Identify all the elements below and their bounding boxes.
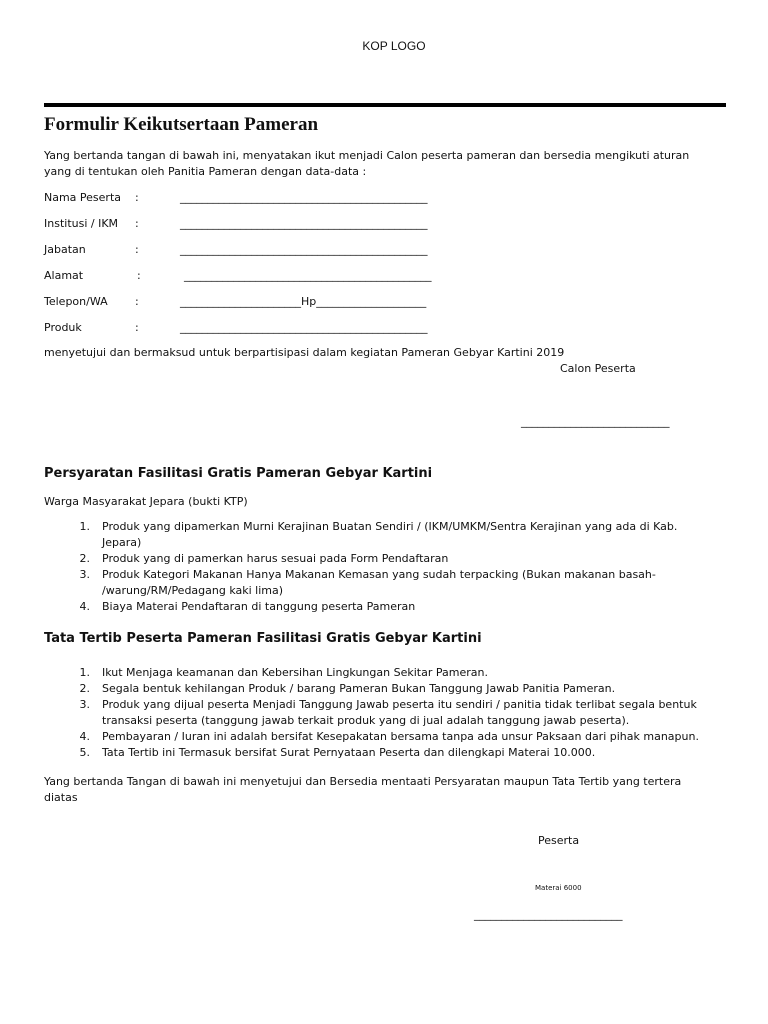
header-divider: [44, 103, 726, 107]
field-colon: :: [135, 217, 139, 230]
list-text: Produk Kategori Makanan Hanya Makanan Kemasan yang sudah terpacking (Bukan makanan basah-: [102, 568, 656, 581]
list-number: 4.: [79, 730, 90, 743]
list-text: transaksi peserta (tanggung jawab terkait produk yang di jual adalah tanggung jawab peserta).: [102, 714, 630, 727]
list-text: Produk yang dijual peserta Menjadi Tanggung Jawab peserta itu sendiri / panitia tidak terlibat segala bentuk: [102, 698, 697, 711]
signature-line[interactable]: ___________________________: [521, 415, 670, 428]
field-colon: :: [135, 191, 139, 204]
rules-list: [44, 665, 744, 761]
list-number: 4.: [79, 600, 90, 613]
kop-logo: KOP LOGO: [362, 39, 426, 53]
list-item: [44, 697, 744, 729]
list-number: 1.: [79, 666, 90, 679]
list-text: Pembayaran / Iuran ini adalah bersifat Kesepakatan bersama tanpa ada unsur Paksaan dari pihak manapun.: [102, 730, 699, 743]
list-item: [44, 519, 744, 551]
list-number: 2.: [79, 682, 90, 695]
list-text: Ikut Menjaga keamanan dan Kebersihan Lingkungan Sekitar Pameran.: [102, 666, 488, 679]
list-text: Produk yang dipamerkan Murni Kerajinan Buatan Sendiri / (IKM/UMKM/Sentra Kerajinan yang ada di Kab.: [102, 520, 678, 533]
list-text: Produk yang di pamerkan harus sesuai pada Form Pendaftaran: [102, 552, 449, 565]
form-title: Formulir Keikutsertaan Pameran: [44, 114, 319, 135]
field-label-nama: Nama Peserta: [44, 191, 122, 204]
list-text: Tata Tertib ini Termasuk bersifat Surat Pernyataan Peserta dan dilengkapi Materai 10.000.: [102, 746, 596, 759]
list-text: Jepara): [102, 536, 142, 549]
list-number: 2.: [79, 552, 90, 565]
list-item: [44, 567, 744, 599]
closing-line-1: Yang bertanda Tangan di bawah ini menyetujui dan Bersedia mentaati Persyaratan maupun Tata Tertib yang tertera: [44, 775, 682, 788]
field-label-produk: Produk: [44, 321, 82, 334]
requirements-heading: Persyaratan Fasilitasi Gratis Pameran Gebyar Kartini: [44, 466, 433, 481]
field-label-jabatan: Jabatan: [44, 243, 86, 256]
signer-label: Calon Peserta: [560, 362, 636, 375]
list-text: Segala bentuk kehilangan Produk / barang Pameran Bukan Tanggung Jawab Panitia Pameran.: [102, 682, 616, 695]
list-item: [44, 599, 744, 615]
field-label-institusi: Institusi / IKM: [44, 217, 119, 230]
materai-label: Materai 6000: [535, 884, 582, 892]
closing-line-2: diatas: [44, 791, 78, 804]
list-number: 3.: [79, 568, 90, 581]
field-line-nama[interactable]: _____________________________________________: [180, 191, 428, 204]
field-colon: :: [135, 321, 139, 334]
peserta-signature-line[interactable]: ___________________________: [474, 908, 623, 921]
field-line-jabatan[interactable]: _____________________________________________: [180, 243, 428, 256]
field-line-telepon[interactable]: ______________________Hp____________________: [180, 295, 427, 308]
requirements-list: [44, 519, 744, 615]
list-item: [44, 745, 744, 761]
peserta-label: Peserta: [538, 834, 580, 847]
list-text: /warung/RM/Pedagang kaki lima): [102, 584, 284, 597]
field-line-produk[interactable]: _____________________________________________: [180, 321, 428, 334]
list-number: 1.: [79, 520, 90, 533]
list-number: 3.: [79, 698, 90, 711]
field-colon: :: [137, 269, 141, 282]
rules-heading: Tata Tertib Peserta Pameran Fasilitasi Gratis Gebyar Kartini: [44, 631, 482, 646]
intro-line-1: Yang bertanda tangan di bawah ini, menyatakan ikut menjadi Calon peserta pameran dan bersedia mengikuti aturan: [44, 149, 690, 162]
list-text: Biaya Materai Pendaftaran di tanggung peserta Pameran: [102, 600, 416, 613]
field-colon: :: [135, 243, 139, 256]
field-line-alamat[interactable]: _____________________________________________: [184, 269, 432, 282]
field-label-telepon: Telepon/WA: [44, 295, 108, 308]
list-item: [44, 665, 744, 681]
agreement-text: menyetujui dan bermaksud untuk berpartisipasi dalam kegiatan Pameran Gebyar Kartini 2019: [44, 346, 565, 359]
intro-line-2: yang di tentukan oleh Panitia Pameran dengan data-data :: [44, 165, 367, 178]
requirements-subtitle: Warga Masyarakat Jepara (bukti KTP): [44, 495, 248, 508]
field-line-institusi[interactable]: _____________________________________________: [180, 217, 428, 230]
field-label-alamat: Alamat: [44, 269, 84, 282]
list-item: [44, 681, 744, 697]
field-colon: :: [135, 295, 139, 308]
list-item: [44, 729, 744, 745]
list-item: [44, 551, 744, 567]
list-number: 5.: [79, 746, 90, 759]
